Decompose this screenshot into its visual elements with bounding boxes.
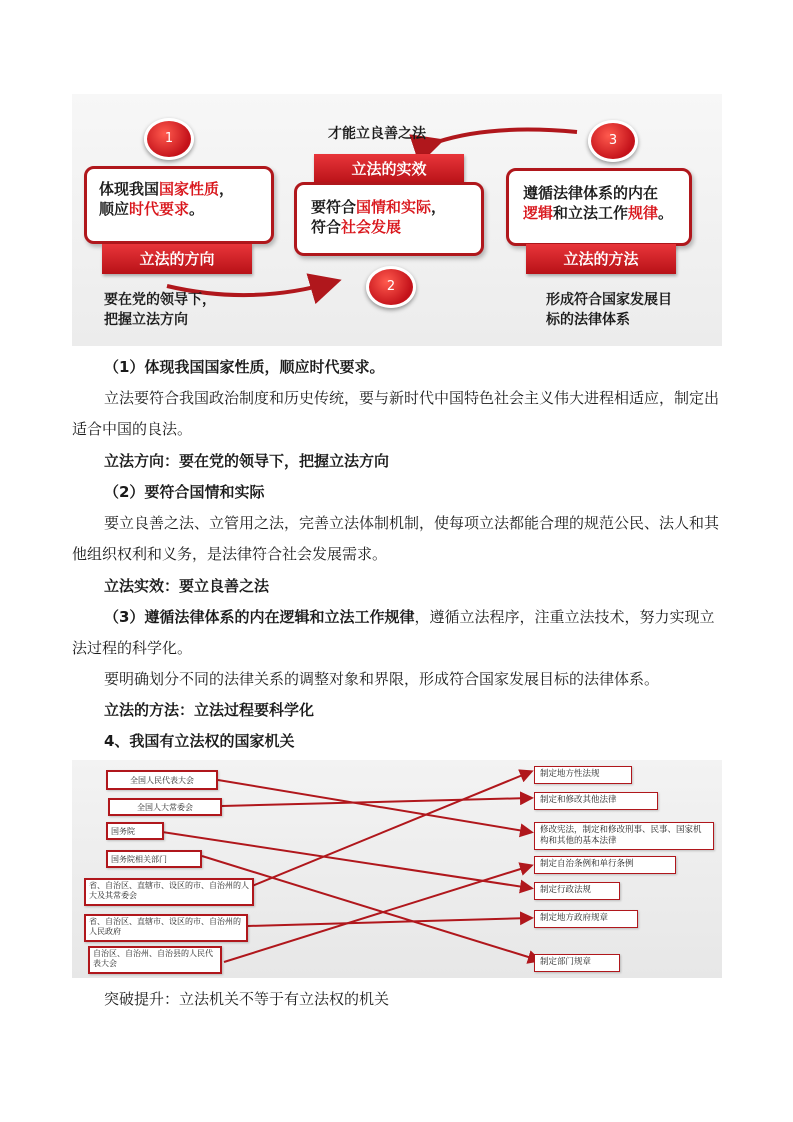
text-segment-0: 体现我国: [99, 180, 160, 198]
power-department-rules: 制定部门规章: [534, 954, 620, 972]
organ-state-council: 国务院: [106, 822, 164, 840]
legislation-diagram: [72, 94, 722, 346]
power-other-laws: 制定和修改其他法律: [534, 792, 658, 810]
power-local-regulations: 制定地方性法规: [534, 766, 632, 784]
arrow-autonomous-to-autonomous-regs: [224, 866, 530, 962]
highlight-segment-1: 时代要求: [129, 200, 190, 218]
card1-line-1: [99, 179, 271, 199]
arrow-local-gov-to-gov-rules: [248, 918, 530, 926]
power-constitution-basic-laws: 修改宪法，制定和修改刑事、民事、国家机构和其他的基本法律: [534, 822, 714, 850]
power-autonomous-regulations: 制定自治条例和单行条例: [534, 856, 676, 874]
heading-point-2: [72, 477, 722, 508]
text-segment-2: 。: [189, 200, 205, 218]
arrow-local-congress-to-local-regs: [252, 772, 530, 886]
arrow-npc-to-constitution: [218, 780, 530, 832]
step-number-1: 1: [144, 118, 194, 160]
text-segment-0: 顺应: [99, 200, 130, 218]
text-segment-2: ，: [431, 198, 447, 216]
card2-line-2: [311, 217, 481, 237]
note-right-line-2: 标的法律体系: [546, 312, 630, 328]
paragraph-point-2: 要立良善之法、立管用之法，完善立法体制机制，使每项立法都能合理的规范公民、法人和其他组织权利和义务，是法律符合社会发展需求。: [72, 514, 720, 563]
text-segment-2: ，: [219, 180, 235, 198]
power-local-government-rules: 制定地方政府规章: [534, 910, 638, 928]
highlight-segment-2: 规律: [628, 204, 659, 222]
text-segment-3: 。: [658, 204, 674, 222]
card3-line-1: [523, 183, 689, 203]
highlight-segment-1: 社会发展: [341, 218, 402, 236]
highlight-segment-0: 逻辑: [523, 204, 554, 222]
label-direction: 立法的方向: [102, 244, 252, 274]
paragraph-point-1: 立法要符合我国政治制度和历史传统，要与新时代中国特色社会主义伟大进程相适应，制定出适合中国的良法。: [72, 389, 720, 438]
summary-direction: 立法方向：要在党的领导下，把握立法方向: [104, 452, 390, 470]
arrow-npcsc-to-other-laws: [222, 798, 530, 806]
text-segment-0: 符合: [311, 218, 342, 236]
step-number-3: 3: [588, 120, 638, 162]
label-method: 立法的方法: [526, 244, 676, 274]
card2-line-1: [311, 197, 481, 217]
text-segment-0: 要符合: [311, 198, 357, 216]
organ-autonomous-congress: 自治区、自治州、自治县的人民代表大会: [88, 946, 222, 974]
arrow-departments-to-dept-rules: [202, 856, 538, 960]
organ-local-government: 省、自治区、直辖市、设区的市、自治州的人民政府: [84, 914, 248, 942]
note-party-leadership: [104, 290, 216, 330]
step-number-2: 2: [366, 266, 416, 308]
card-national-nature: [84, 166, 274, 244]
heading-point-3: （3）遵循法律体系的内在逻辑和立法工作规律: [104, 608, 415, 626]
card1-line-2: [99, 199, 271, 219]
summary-method: 立法的方法：立法过程要科学化: [104, 701, 315, 719]
heading-point-1: [72, 352, 722, 383]
card-legal-logic: [506, 168, 692, 246]
paragraph-point-3-rest: ，遵循立法程序，注重立法技术，努力实现立法过程的科学化。: [72, 608, 715, 657]
top-caption: 才能立良善之法: [328, 126, 426, 142]
power-administrative-regulations: 制定行政法规: [534, 882, 620, 900]
card3-line-2: [523, 203, 689, 223]
summary-effect: 立法实效：要立良善之法: [104, 577, 270, 595]
heading-section-4: 4、我国有立法权的国家机关: [104, 732, 295, 750]
label-effect: 立法的实效: [314, 154, 464, 184]
arrow-3-to-2: [437, 130, 577, 142]
breakthrough-note: 突破提升：立法机关不等于有立法权的机关: [104, 990, 390, 1008]
organ-npc: 全国人民代表大会: [106, 770, 218, 790]
paragraph-legal-system: 要明确划分不同的法律关系的调整对象和界限，形成符合国家发展目标的法律体系。: [104, 670, 660, 688]
note-right-line-1: 形成符合国家发展目: [546, 292, 672, 308]
paragraph-point-3: [72, 602, 722, 664]
heading-point-2-text: （2）要符合国情和实际: [104, 483, 265, 501]
organ-state-council-departments: 国务院相关部门: [106, 850, 202, 868]
note-legal-system: [546, 290, 672, 330]
organ-npcsc: 全国人大常委会: [108, 798, 222, 816]
text-segment-0: 遵循法律体系的内在: [523, 184, 659, 202]
organ-local-congress: 省、自治区、直辖市、设区的市、自治州的人大及其常委会: [84, 878, 254, 906]
card-national-conditions: [294, 182, 484, 256]
highlight-segment-1: 国情和实际: [356, 198, 432, 216]
heading-point-1-text: （1）体现我国国家性质，顺应时代要求。: [104, 358, 385, 376]
highlight-segment-1: 国家性质: [159, 180, 220, 198]
text-segment-1: 和立法工作: [553, 204, 629, 222]
note-left-line-2: 把握立法方向: [104, 312, 188, 328]
legislative-organs-diagram: [72, 760, 722, 978]
note-left-line-1: 要在党的领导下，: [104, 292, 216, 308]
